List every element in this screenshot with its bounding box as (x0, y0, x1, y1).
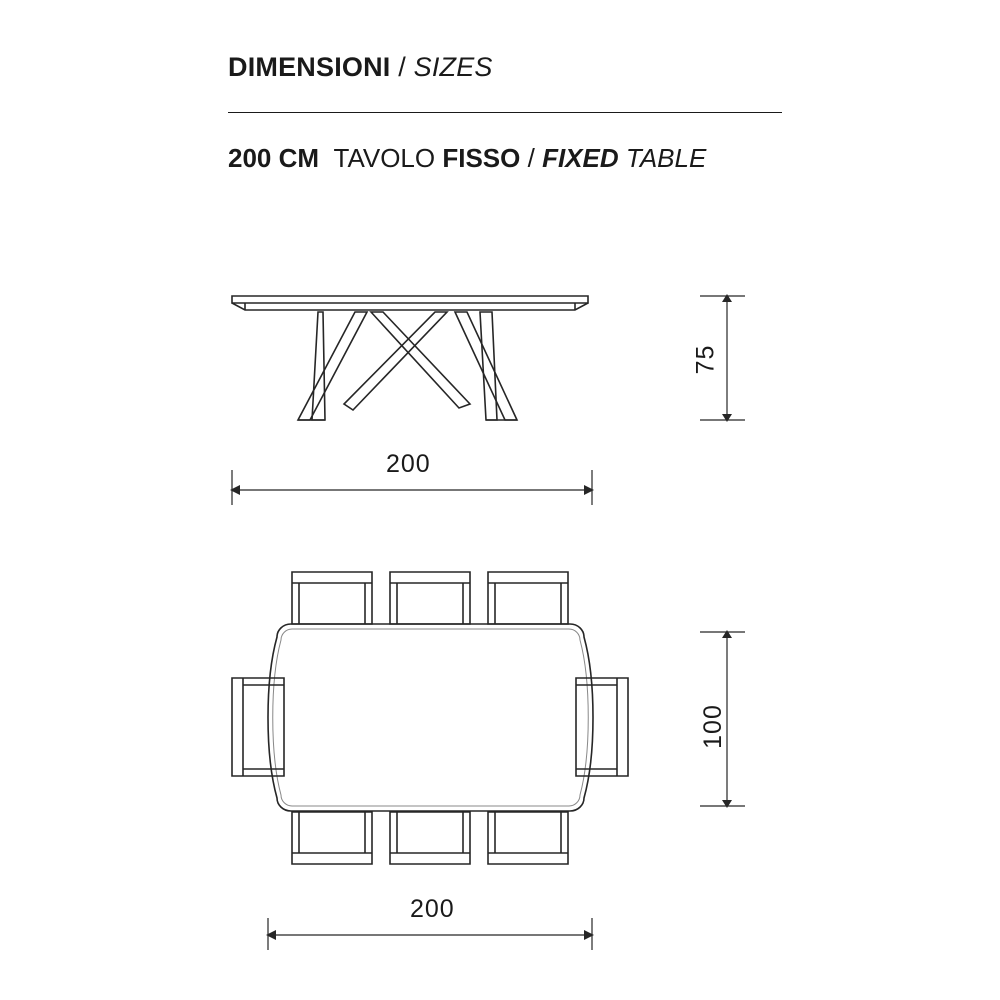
page-title-separator: / (390, 52, 414, 82)
page-title-italian: DIMENSIONI (228, 52, 391, 82)
chair-bottom-3 (488, 812, 568, 864)
dimension-label-width-200-top: 200 (410, 895, 455, 923)
page-title-english: SIZES (413, 52, 493, 82)
product-word-fixed: FIXED (542, 143, 619, 173)
dimension-label-width-200-side: 200 (386, 450, 431, 478)
chair-right (576, 678, 628, 776)
product-size: 200 CM (228, 143, 320, 173)
product-word-tavolo: TAVOLO (333, 143, 436, 173)
chair-top-3 (488, 572, 568, 624)
chair-bottom-1 (292, 812, 372, 864)
top-plan-drawing (232, 572, 628, 864)
product-word-separator: / (527, 143, 535, 173)
chair-top-2 (390, 572, 470, 624)
side-elevation-drawing (232, 296, 588, 420)
chair-left (232, 678, 284, 776)
product-word-table: TABLE (625, 143, 707, 173)
dimension-label-height-75: 75 (691, 344, 720, 375)
product-word-fisso: FISSO (442, 143, 521, 173)
dimension-label-depth-100: 100 (698, 704, 727, 749)
chair-top-1 (292, 572, 372, 624)
chair-bottom-2 (390, 812, 470, 864)
